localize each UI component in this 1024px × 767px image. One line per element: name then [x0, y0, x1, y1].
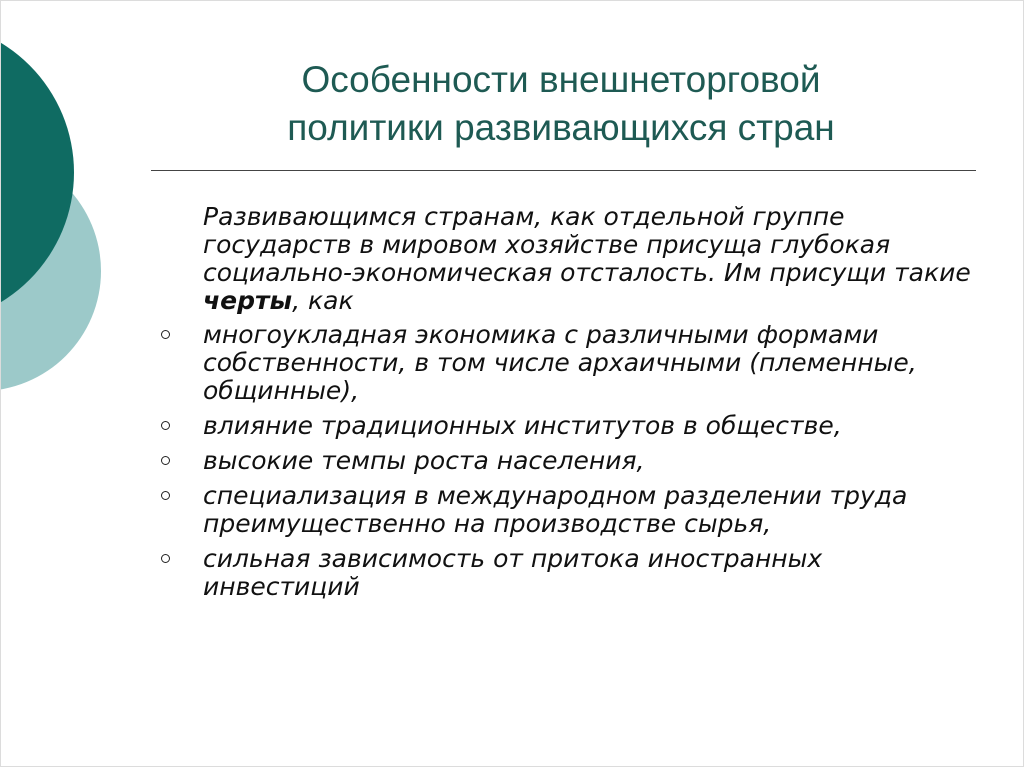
intro-text: Развивающимся странам, как отдельной группе государств в мировом хозяйстве присуща глубокая социально-экономическая отсталость. Им присущи такие — [203, 202, 971, 287]
slide-title — [151, 56, 971, 152]
bullet-circle-icon — [161, 330, 170, 339]
bullet-circle-icon — [161, 456, 170, 465]
slide-body — [161, 203, 981, 608]
intro-bold-word: черты — [203, 286, 293, 315]
list-item — [161, 321, 981, 405]
intro-paragraph — [161, 203, 981, 315]
title-divider — [151, 170, 976, 171]
list-item — [161, 447, 981, 475]
title-line-1: Особенности внешнеторговой — [301, 59, 821, 100]
list-item — [161, 545, 981, 601]
bullet-circle-icon — [161, 421, 170, 430]
bullet-circle-icon — [161, 554, 170, 563]
bullet-text: влияние традиционных институтов в обществе, — [203, 411, 842, 440]
list-item — [161, 412, 981, 440]
intro-tail: , как — [292, 286, 354, 315]
title-line-2: политики развивающихся стран — [287, 107, 835, 148]
list-item — [161, 482, 981, 538]
bullet-text: многоукладная экономика с различными формами собственности, в том числе архаичными (племенные, общинные), — [203, 320, 917, 405]
bullet-list — [161, 321, 981, 601]
bullet-text: сильная зависимость от притока иностранных инвестиций — [203, 544, 823, 601]
bullet-text: специализация в международном разделении труда преимущественно на производстве сырья, — [203, 481, 908, 538]
bullet-circle-icon — [161, 491, 170, 500]
bullet-text: высокие темпы роста населения, — [203, 446, 645, 475]
